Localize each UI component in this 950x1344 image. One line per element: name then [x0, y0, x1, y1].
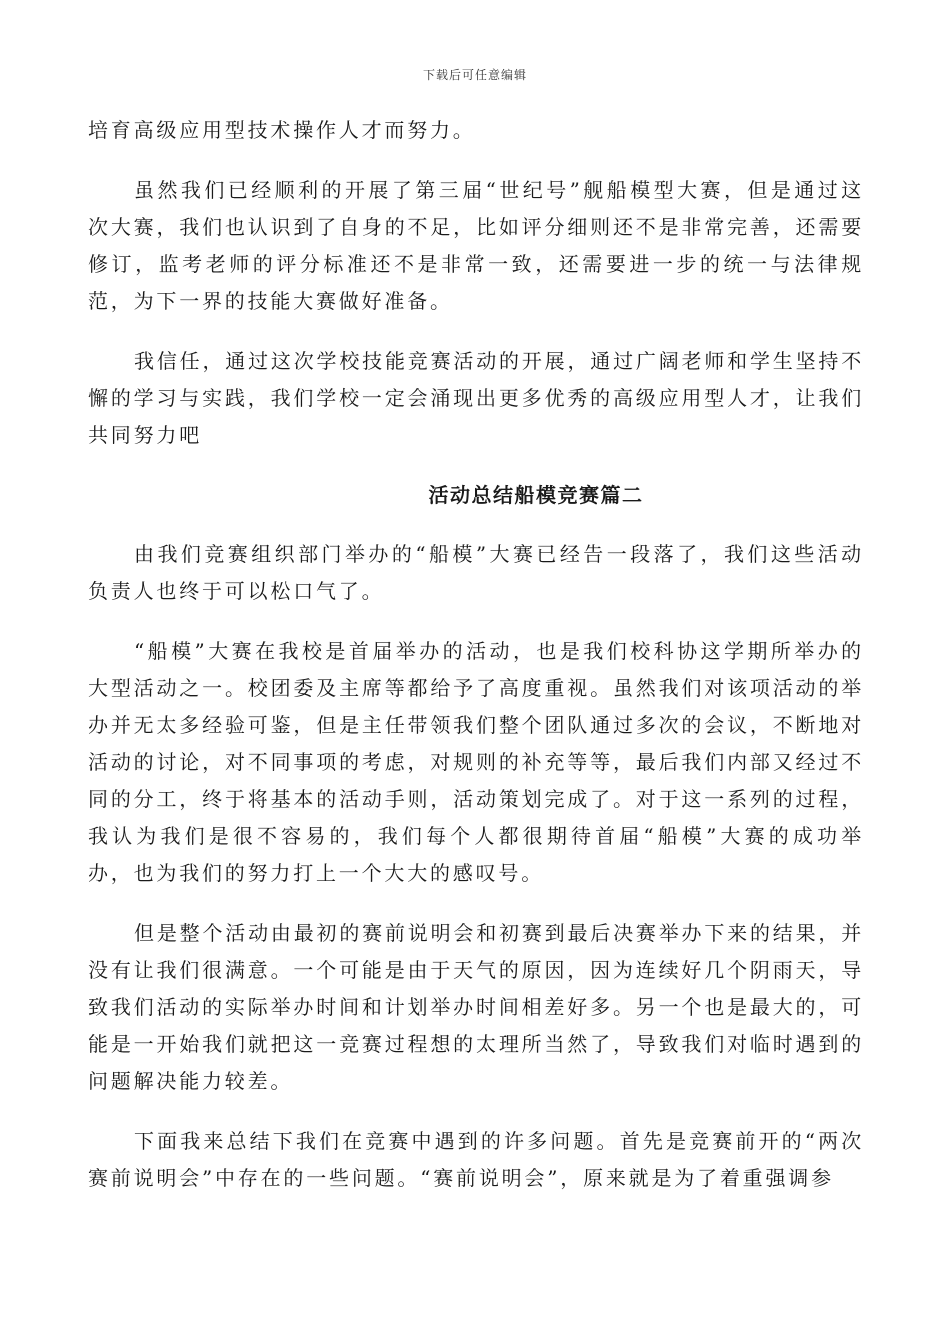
- document-body: [88, 112, 864, 1220]
- paragraph-6: 但是整个活动由最初的赛前说明会和初赛到最后决赛举办下来的结果，并没有让我们很满意。一个可能是由于天气的原因，因为连续好几个阴雨天，导致我们活动的实际举办时间和计划举办时间相差好多。另一个也是最大的，可能是一开始我们就把这一竞赛过程想的太理所当然了，导致我们对临时遇到的问题解决能力较差。: [88, 921, 864, 1093]
- paragraph-2: 虽然我们已经顺利的开展了第三届“世纪号”舰船模型大赛，但是通过这次大赛，我们也认识到了自身的不足，比如评分细则还不是非常完善，还需要修订，监考老师的评分标准还不是非常一致，还需要进一步的统一与法律规范，为下一界的技能大赛做好准备。: [88, 178, 864, 313]
- section-title: 活动总结船模竞赛篇二: [428, 483, 644, 507]
- paragraph-3: 我信任，通过这次学校技能竞赛活动的开展，通过广阔老师和学生坚持不懈的学习与实践，我们学校一定会涌现出更多优秀的高级应用型人才，让我们共同努力吧: [88, 349, 864, 447]
- paragraph-1: 培育高级应用型技术操作人才而努力。: [88, 118, 476, 142]
- header-note: 下载后可任意编辑: [422, 68, 527, 82]
- paragraph-4: 由我们竞赛组织部门举办的“船模”大赛已经告一段落了，我们这些活动负责人也终于可以松口气了。: [88, 542, 864, 603]
- paragraph-7: 下面我来总结下我们在竞赛中遇到的许多问题。首先是竞赛前开的“两次赛前说明会”中存在的一些问题。“赛前说明会”，原来就是为了着重强调参: [88, 1129, 864, 1190]
- paragraph-5: “船模”大赛在我校是首届举办的活动，也是我们校科协这学期所举办的大型活动之一。校团委及主席等都给予了高度重视。虽然我们对该项活动的举办并无太多经验可鉴，但是主任带领我们整个团队通过多次的会议，不断地对活动的讨论，对不同事项的考虑，对规则的补充等等，最后我们内部又经过不同的分工，终于将基本的活动手则，活动策划完成了。对于这一系列的过程，我认为我们是很不容易的，我们每个人都很期待首届“船模”大赛的成功举办，也为我们的努力打上一个大大的感叹号。: [88, 639, 864, 885]
